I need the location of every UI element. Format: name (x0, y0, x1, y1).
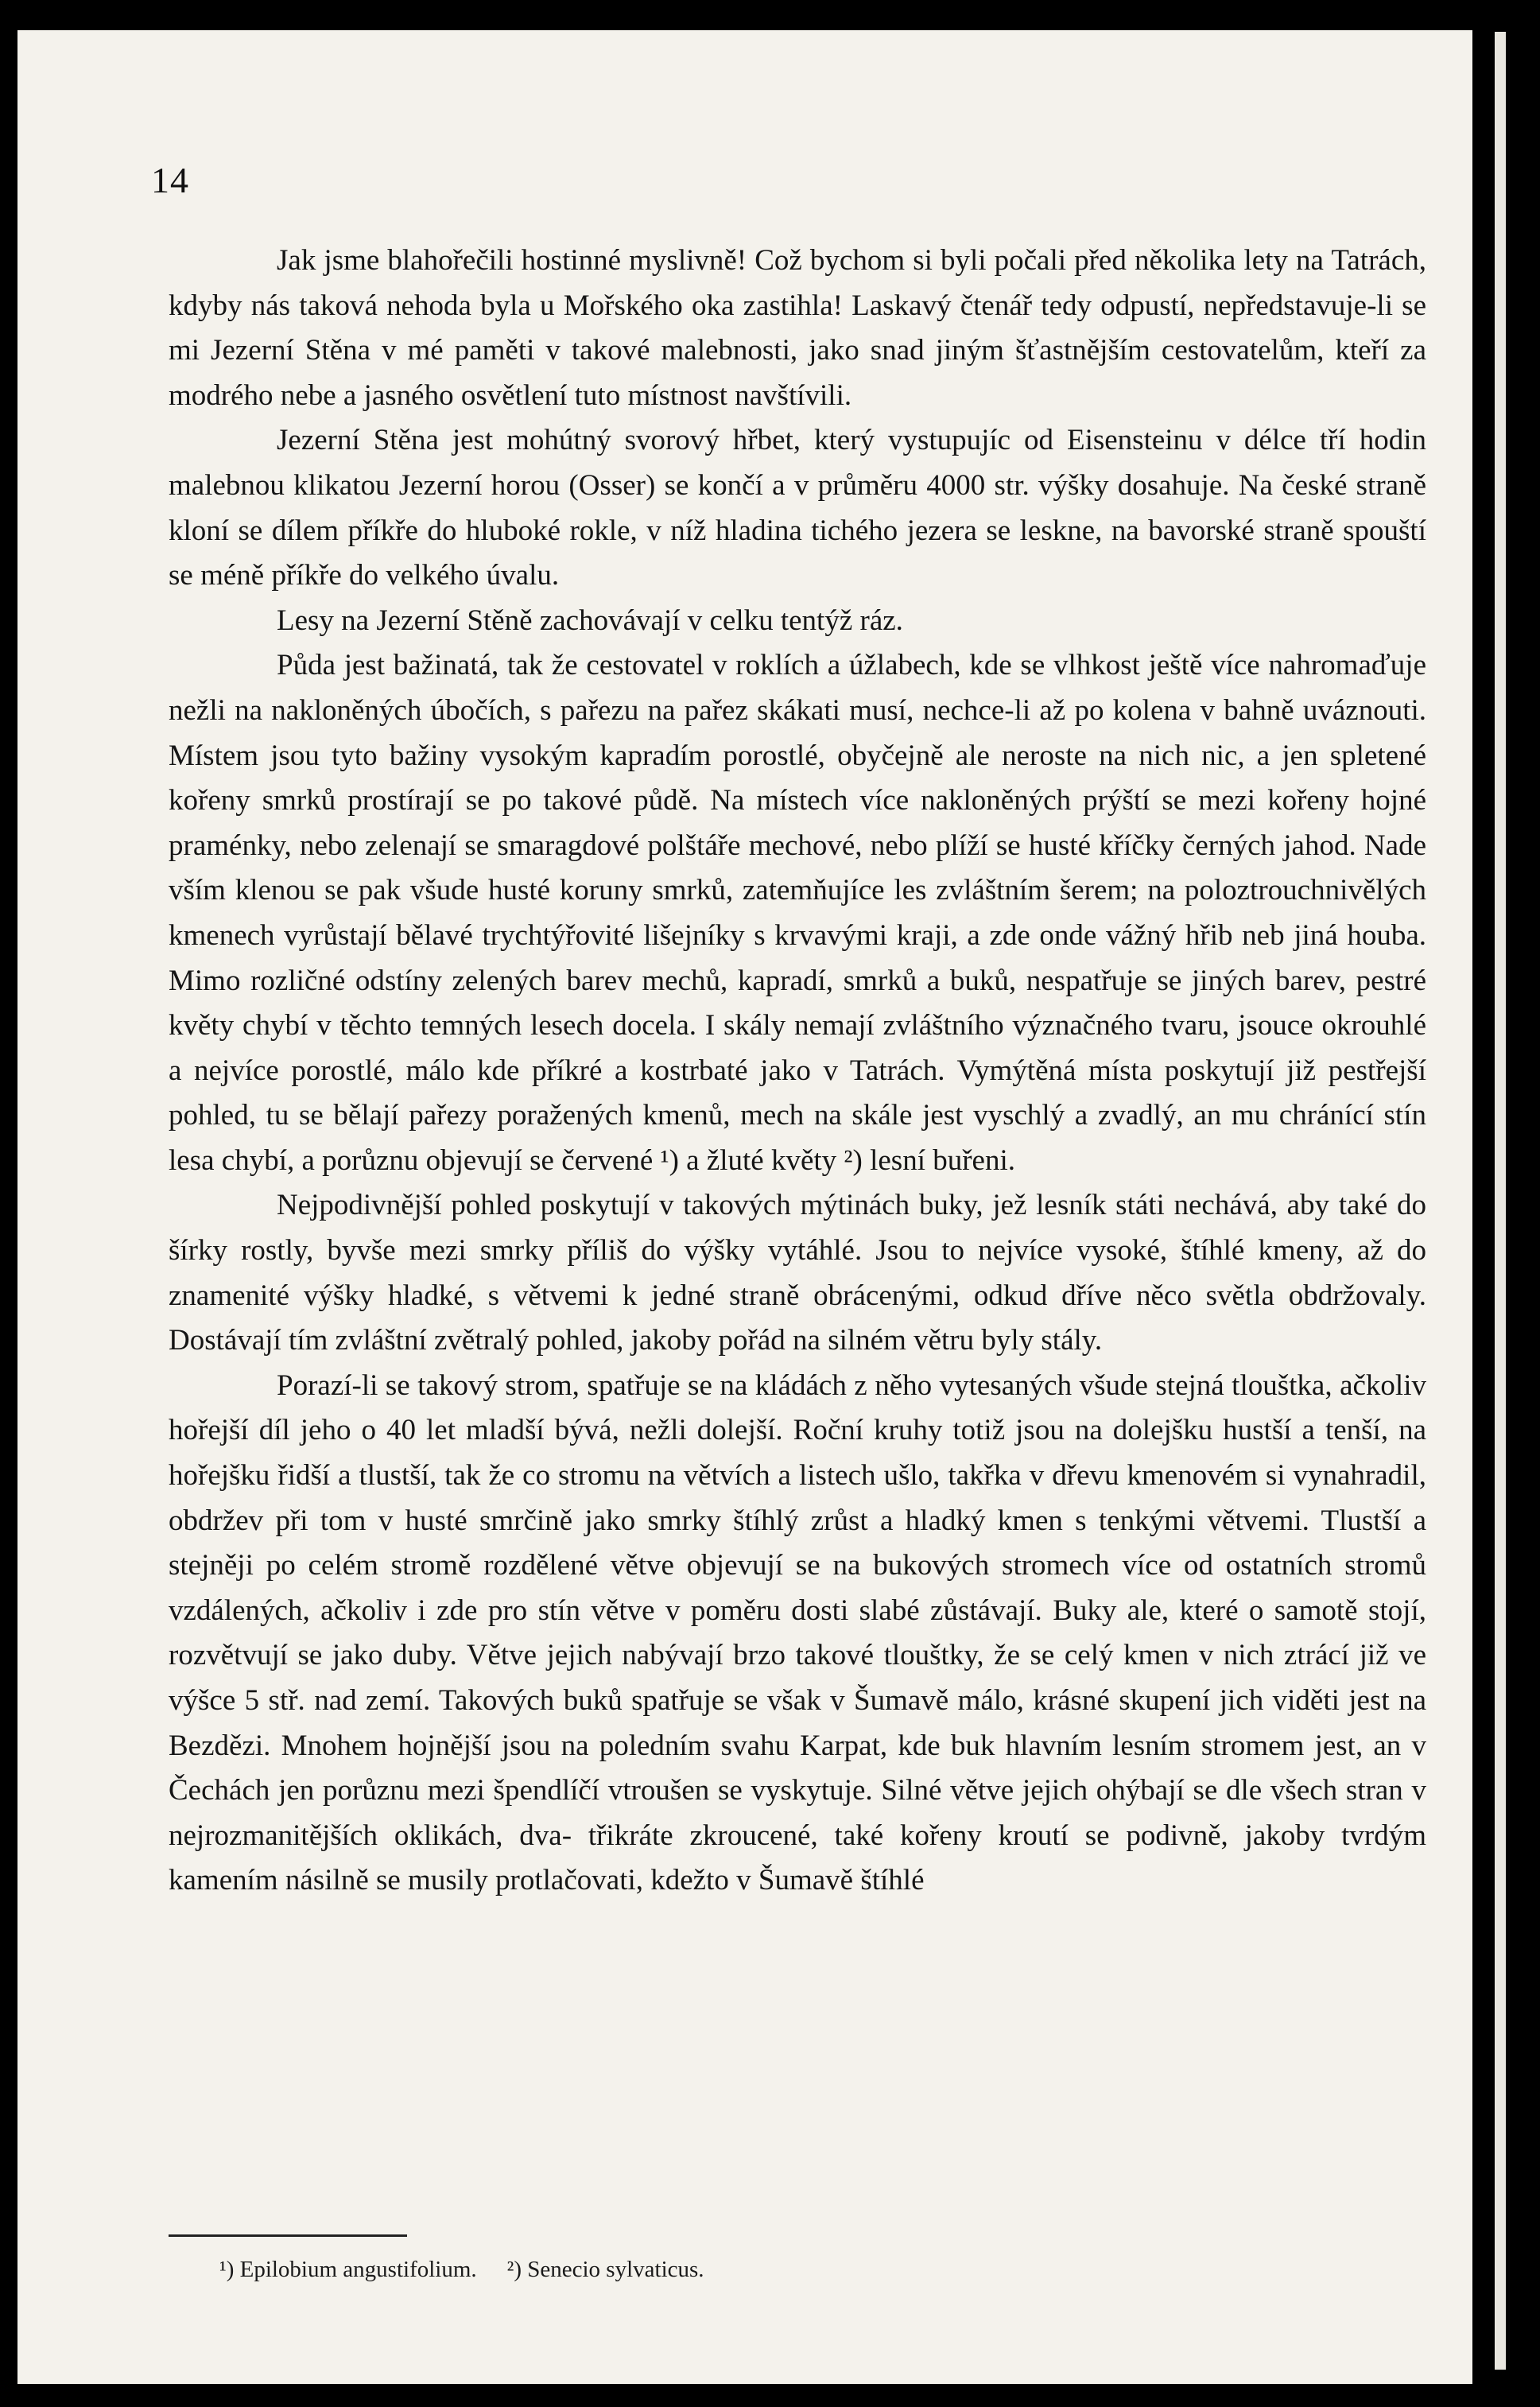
paragraph-3: Lesy na Jezerní Stěně zachovávají v celku tentýž ráz. (277, 604, 903, 637)
footnote-separator (169, 2234, 407, 2237)
footnote-1: ¹) Epilobium angustifolium. (219, 2257, 477, 2282)
paragraph-5: Nejpodivnější pohled poskytují v takových mýtinách buky, jež lesník státi nechává, aby také do šírky rostly, byvše mezi smrky příliš do výšky vytáhlé. Jsou to nejvíce vysoké, štíhlé kmeny, až do znamenité výšky hladké, s větvemi k jedné straně obrácenými, odkud dříve něco světla obdržovaly. Dostávají tím zvláštní zvětralý pohled, jakoby pořád na silném větru byly stály. (169, 1189, 1426, 1357)
body-text (169, 239, 1426, 1904)
paragraph-4: Půda jest bažinatá, tak že cestovatel v roklích a úžlabech, kde se vlhkost ještě více nahromaďuje nežli na nakloněných úbočích, s pařezu na pařez skákati musí, nechce-li až po kolena v bahně uváznouti. Místem jsou tyto bažiny vysokým kapradím porostlé, obyčejně ale neroste na nich nic, a jen spletené kořeny smrků prostírají se po takové půdě. Na místech více nakloněných prýští se mezi kořeny hojné praménky, nebo zelenají se smaragdové polštáře mechové, nebo plíží se husté kříčky černých jahod. Nade vším klenou se pak všude husté koruny smrků, zatemňujíce les zvláštním šerem; na poloztrouchnivělých kmenech vyrůstají bělavé trychtýřovité lišejníky s krvavými kraji, a zde onde vážný hřib neb jiná houba. Mimo rozličné odstíny zelených barev mechů, kapradí, smrků a buků, nespatřuje se jiných barev, pestré květy chybí v těchto temných lesech docela. I skály nemají zvláštního význačného tvaru, jsouce okrouhlé a nejvíce porostlé, málo kde příkré a kostrbaté jako v Tatrách. Vymýtěná místa poskytují již pestřejší pohled, tu se bělají pařezy poražených kmenů, mech na skále jest vyschlý a zvadlý, an mu chránící stín lesa chybí, a porůznu objevují se červené ¹) a žluté květy ²) lesní buřeni. (169, 649, 1426, 1177)
paragraph-1: Jak jsme blahořečili hostinné myslivně! Což bychom si byli počali před několika lety na Tatrách, kdyby nás taková nehoda byla u Mořského oka zastihla! Laskavý čtenář tedy odpustí, nepředstavuje-li se mi Jezerní Stěna v mé paměti v takové malebnosti, jako snad jiným šťastnějším cestovatelům, kteří za modrého nebe a jasného osvětlení tuto místnost navštívili. (169, 244, 1426, 412)
paragraph-2: Jezerní Stěna jest mohútný svorový hřbet, který vystupujíc od Eisensteinu v délce tří hodin malebnou klikatou Jezerní horou (Osser) se končí a v průměru 4000 str. výšky dosahuje. Na české straně kloní se dílem příkře do hluboké rokle, v níž hladina tichého jezera se leskne, na bavorské straně spouští se méně příkře do velkého úvalu. (169, 424, 1426, 592)
paragraph-6: Porazí-li se takový strom, spatřuje se na kládách z něho vytesaných všude stejná tlouštka, ačkoliv hořejší díl jeho o 40 let mladší bývá, nežli dolejší. Roční kruhy totiž jsou na dolejšku hustší a tenší, na hořejšku řidší a tlustší, tak že co stromu na větvích a listech ušlo, takřka v dřevu kmenovém si vynahradil, obdržev při tom v husté smrčině jako smrky štíhlý zrůst a hladký kmen s tenkými větvemi. Tlustší a stejněji po celém stromě rozdělené větve objevují se na bukových stromech více od ostatních stromů vzdálených, ačkoliv i zde pro stín větve v poměru dosti slabé zůstávají. Buky ale, které o samotě stojí, rozvětvují se jako duby. Větve jejich nabývají brzo takové tlouštky, že se celý kmen v nich ztrácí již ve výšce 5 stř. nad zemí. Takových buků spatřuje se však v Šumavě málo, krásné skupení jich viděti jest na Bezdězi. Mnohem hojnější jsou na poledním svahu Karpat, kde buk hlavním lesním stromem jest, an v Čechách jen porůznu mezi špendlíčí vtroušen se vyskytuje. Silné větve jejich ohýbají se dle všech stran v nejrozmanitějších oklikách, dva- třikráte zkroucené, také kořeny kroutí se podivně, jakoby tvrdým kamením násilně se musily protlačovati, kdežto v Šumavě štíhlé (169, 1368, 1426, 1897)
page-number: 14 (151, 160, 189, 200)
footnote-2: ²) Senecio sylvaticus. (506, 2257, 704, 2282)
footnotes (219, 2257, 704, 2283)
adjacent-page-edge (1495, 32, 1506, 2370)
